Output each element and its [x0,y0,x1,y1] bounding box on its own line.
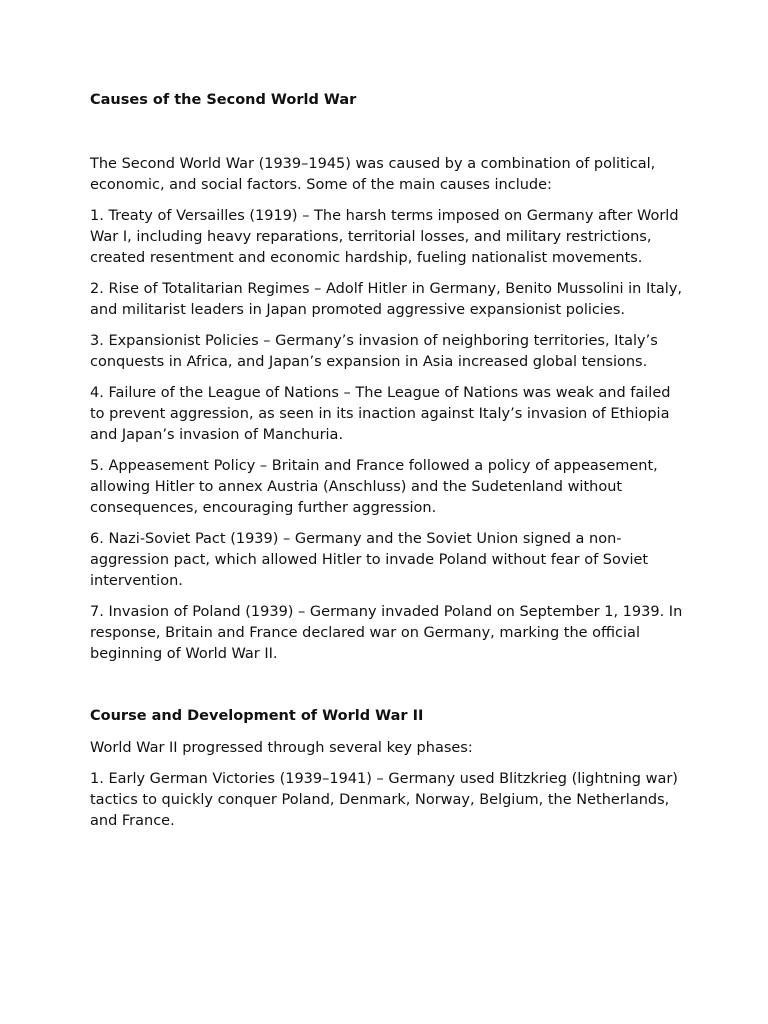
list-item: 5. Appeasement Policy – Britain and France followed a policy of appeasement, allowing Hitler to annex Austria (Anschluss) and the Sudetenland without consequences, encouraging further aggression. [90,458,658,516]
section-causes [90,90,685,665]
document-page [90,90,685,832]
list-item: 2. Rise of Totalitarian Regimes – Adolf Hitler in Germany, Benito Mussolini in Italy, and militarist leaders in Japan promoted aggressive expansionist policies. [90,281,683,318]
list-item: 6. Nazi-Soviet Pact (1939) – Germany and the Soviet Union signed a non-aggression pact, which allowed Hitler to invade Poland without fear of Soviet intervention. [90,531,649,589]
list-item: 4. Failure of the League of Nations – The League of Nations was weak and failed to prevent aggression, as seen in its inaction against Italy’s invasion of Ethiopia and Japan’s invasion of Manchuria. [90,385,671,443]
section-heading: Causes of the Second World War [90,92,357,108]
section-course [90,706,685,832]
intro-paragraph: The Second World War (1939–1945) was caused by a combination of political, economic, and social factors. Some of the main causes include: [90,156,656,193]
intro-paragraph: World War II progressed through several key phases: [90,740,473,756]
list-item: 1. Early German Victories (1939–1941) – Germany used Blitzkrieg (lightning war) tactics to quickly conquer Poland, Denmark, Norway, Belgium, the Netherlands, and France. [90,771,678,829]
list-item: 7. Invasion of Poland (1939) – Germany invaded Poland on September 1, 1939. In response, Britain and France declared war on Germany, marking the official beginning of World War II. [90,604,683,662]
list-item: 1. Treaty of Versailles (1919) – The harsh terms imposed on Germany after World War I, including heavy reparations, territorial losses, and military restrictions, created resentment and economic hardship, fueling nationalist movements. [90,208,679,266]
list-item: 3. Expansionist Policies – Germany’s invasion of neighboring territories, Italy’s conquests in Africa, and Japan’s expansion in Asia increased global tensions. [90,333,658,370]
section-heading: Course and Development of World War II [90,708,424,724]
